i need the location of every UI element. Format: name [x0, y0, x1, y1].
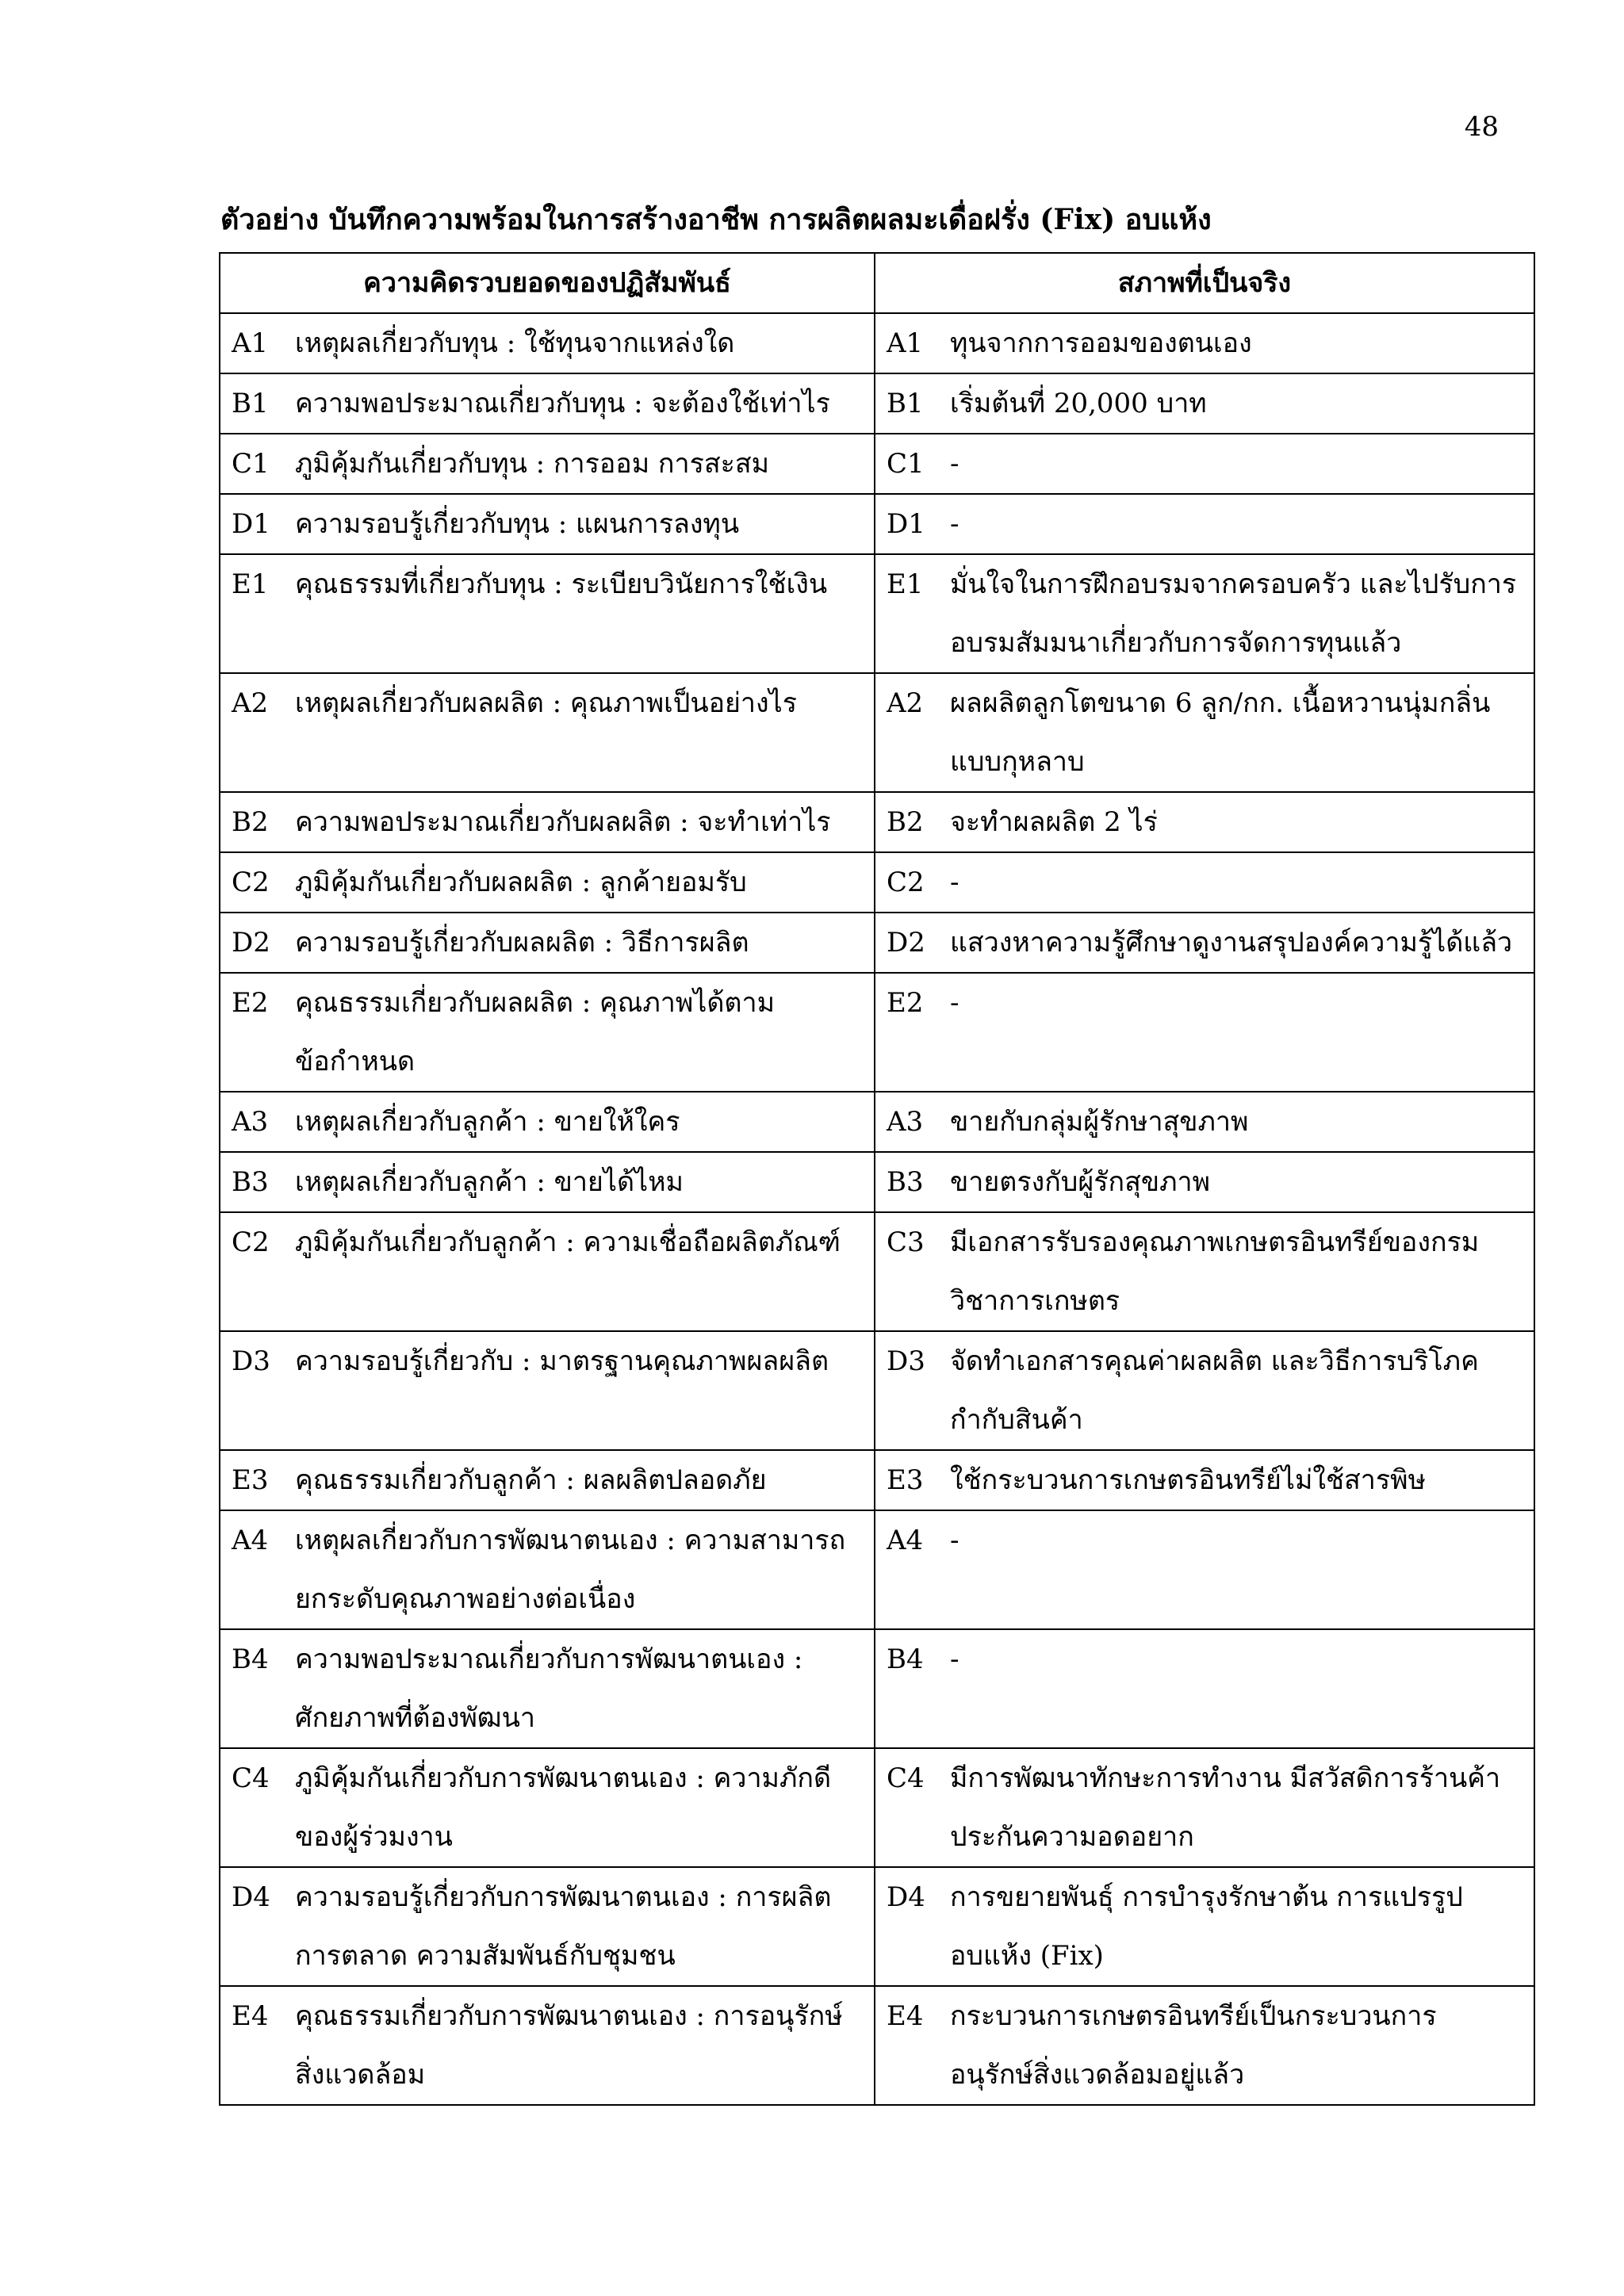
right-item-text: -: [950, 867, 959, 898]
left-item-text: คุณธรรมที่เกี่ยวกับทุน : ระเบียบวินัยการใช้เงิน: [295, 568, 828, 600]
left-item-text: ภูมิคุ้มกันเกี่ยวกับผลผลิต : ลูกค้ายอมรับ: [295, 867, 747, 898]
left-item-code: D3: [232, 1345, 270, 1377]
actual-condition-cell: [875, 852, 1534, 913]
table-row: [220, 1986, 1534, 2105]
left-item-code: E3: [232, 1464, 269, 1496]
right-item-text: ขายกับกลุ่มผู้รักษาสุขภาพ: [950, 1106, 1249, 1138]
header-concept: ความคิดรวบยอดของปฏิสัมพันธ์: [220, 253, 875, 313]
right-item-text: -: [950, 1525, 959, 1556]
left-item-code: A2: [232, 687, 269, 719]
concept-cell: [220, 852, 875, 913]
right-item-code: A2: [887, 687, 924, 719]
table-row: [220, 1748, 1534, 1867]
concept-cell: [220, 1986, 875, 2105]
concept-cell: [220, 1152, 875, 1212]
right-item-code: C2: [887, 867, 925, 898]
actual-condition-cell: [875, 1986, 1534, 2105]
table-body: [220, 313, 1534, 2105]
right-item-text: จะทำผลผลิต 2 ไร่: [950, 806, 1158, 838]
actual-condition-cell: [875, 434, 1534, 494]
right-item-code: B1: [887, 388, 924, 419]
left-item-text: ภูมิคุ้มกันเกี่ยวกับการพัฒนาตนเอง : ความภักดี ของผู้ร่วมงาน: [295, 1762, 832, 1853]
concept-cell: [220, 373, 875, 434]
page-number: 48: [1464, 111, 1499, 143]
right-item-text: ใช้กระบวนการเกษตรอินทรีย์ไม่ใช้สารพิษ: [950, 1464, 1426, 1496]
table-row: [220, 1867, 1534, 1986]
right-item-code: D1: [887, 508, 925, 540]
left-item-code: A4: [232, 1525, 269, 1556]
actual-condition-cell: [875, 1212, 1534, 1331]
concept-cell: [220, 494, 875, 554]
concept-cell: [220, 1450, 875, 1510]
right-item-code: D3: [887, 1345, 925, 1377]
table-header-row: [220, 253, 1534, 313]
actual-condition-cell: [875, 1510, 1534, 1629]
table-row: [220, 1629, 1534, 1748]
actual-condition-cell: [875, 913, 1534, 973]
table-row: [220, 1212, 1534, 1331]
left-item-code: A1: [232, 327, 269, 359]
left-item-text: เหตุผลเกี่ยวกับลูกค้า : ขายให้ใคร: [295, 1106, 680, 1138]
right-item-code: A4: [887, 1525, 924, 1556]
right-item-text: มั่นใจในการฝึกอบรมจากครอบครัว และไปรับการ อบรมสัมมนาเกี่ยวกับการจัดการทุนแล้ว: [950, 568, 1517, 659]
right-item-text: -: [950, 448, 959, 480]
concept-cell: [220, 554, 875, 673]
right-item-code: B3: [887, 1166, 924, 1198]
table-row: [220, 434, 1534, 494]
actual-condition-cell: [875, 1867, 1534, 1986]
actual-condition-cell: [875, 313, 1534, 373]
right-item-code: E4: [887, 2000, 924, 2032]
table-row: [220, 913, 1534, 973]
left-item-text: ความพอประมาณเกี่ยวกับผลผลิต : จะทำเท่าไร: [295, 806, 831, 838]
left-item-text: ความรอบรู้เกี่ยวกับผลผลิต : วิธีการผลิต: [295, 927, 749, 959]
left-item-code: E4: [232, 2000, 269, 2032]
left-item-text: ภูมิคุ้มกันเกี่ยวกับลูกค้า : ความเชื่อถือผลิตภัณฑ์: [295, 1226, 841, 1258]
left-item-code: E1: [232, 568, 269, 600]
left-item-text: เหตุผลเกี่ยวกับผลผลิต : คุณภาพเป็นอย่างไร: [295, 687, 797, 719]
right-item-code: E1: [887, 568, 924, 600]
right-item-code: B4: [887, 1644, 924, 1675]
header-actual-condition: สภาพที่เป็นจริง: [875, 253, 1534, 313]
actual-condition-cell: [875, 1450, 1534, 1510]
left-item-text: ความพอประมาณเกี่ยวกับทุน : จะต้องใช้เท่าไร: [295, 388, 830, 419]
table-caption: ตัวอย่าง บันทึกความพร้อมในการสร้างอาชีพ การผลิตผลมะเดื่อฝรั่ง (Fix) อบแห้ง: [220, 203, 1212, 236]
right-item-code: D2: [887, 927, 925, 959]
concept-cell: [220, 792, 875, 852]
right-item-text: จัดทำเอกสารคุณค่าผลผลิต และวิธีการบริโภค กำกับสินค้า: [950, 1345, 1479, 1436]
right-item-code: A1: [887, 327, 924, 359]
right-item-code: C4: [887, 1762, 925, 1794]
table-row: [220, 494, 1534, 554]
right-item-code: C3: [887, 1226, 925, 1258]
concept-cell: [220, 973, 875, 1092]
actual-condition-cell: [875, 1092, 1534, 1152]
right-item-text: ทุนจากการออมของตนเอง: [950, 327, 1252, 359]
right-item-text: ขายตรงกับผู้รักสุขภาพ: [950, 1166, 1211, 1198]
left-item-code: C2: [232, 1226, 270, 1258]
right-item-text: กระบวนการเกษตรอินทรีย์เป็นกระบวนการ อนุรักษ์สิ่งแวดล้อมอยู่แล้ว: [950, 2000, 1437, 2091]
actual-condition-cell: [875, 1748, 1534, 1867]
left-item-code: B3: [232, 1166, 269, 1198]
left-item-text: ความพอประมาณเกี่ยวกับการพัฒนาตนเอง : ศักยภาพที่ต้องพัฒนา: [295, 1644, 803, 1734]
actual-condition-cell: [875, 1152, 1534, 1212]
actual-condition-cell: [875, 792, 1534, 852]
right-item-text: -: [950, 508, 959, 540]
concept-cell: [220, 1510, 875, 1629]
actual-condition-cell: [875, 373, 1534, 434]
concept-cell: [220, 1092, 875, 1152]
left-item-code: B2: [232, 806, 269, 838]
actual-condition-cell: [875, 1331, 1534, 1450]
table-row: [220, 792, 1534, 852]
left-item-text: เหตุผลเกี่ยวกับลูกค้า : ขายได้ไหม: [295, 1166, 684, 1198]
concept-cell: [220, 1331, 875, 1450]
actual-condition-cell: [875, 1629, 1534, 1748]
left-item-code: B1: [232, 388, 269, 419]
right-item-text: มีเอกสารรับรองคุณภาพเกษตรอินทรีย์ของกรม วิชาการเกษตร: [950, 1226, 1480, 1317]
actual-condition-cell: [875, 973, 1534, 1092]
table-row: [220, 554, 1534, 673]
left-item-code: A3: [232, 1106, 269, 1138]
right-item-code: E3: [887, 1464, 924, 1496]
left-item-code: E2: [232, 987, 269, 1019]
actual-condition-cell: [875, 554, 1534, 673]
table-row: [220, 313, 1534, 373]
right-item-code: B2: [887, 806, 924, 838]
actual-condition-cell: [875, 673, 1534, 792]
right-item-code: A3: [887, 1106, 924, 1138]
left-item-code: D2: [232, 927, 270, 959]
table-row: [220, 673, 1534, 792]
left-item-code: C1: [232, 448, 270, 480]
right-item-code: D4: [887, 1881, 925, 1913]
right-item-text: แสวงหาความรู้ศึกษาดูงานสรุปองค์ความรู้ได้แล้ว: [950, 927, 1513, 959]
left-item-text: คุณธรรมเกี่ยวกับลูกค้า : ผลผลิตปลอดภัย: [295, 1464, 767, 1496]
table-row: [220, 1450, 1534, 1510]
readiness-table: [219, 252, 1535, 2106]
left-item-text: คุณธรรมเกี่ยวกับการพัฒนาตนเอง : การอนุรักษ์ สิ่งแวดล้อม: [295, 2000, 843, 2091]
left-item-code: D4: [232, 1881, 270, 1913]
right-item-code: E2: [887, 987, 924, 1019]
concept-cell: [220, 1629, 875, 1748]
concept-cell: [220, 913, 875, 973]
concept-cell: [220, 1867, 875, 1986]
left-item-code: D1: [232, 508, 270, 540]
concept-cell: [220, 673, 875, 792]
table-row: [220, 1152, 1534, 1212]
left-item-text: ความรอบรู้เกี่ยวกับ : มาตรฐานคุณภาพผลผลิต: [295, 1345, 829, 1377]
left-item-text: ความรอบรู้เกี่ยวกับทุน : แผนการลงทุน: [295, 508, 740, 540]
table-row: [220, 973, 1534, 1092]
right-item-text: เริ่มต้นที่ 20,000 บาท: [950, 388, 1207, 419]
left-item-text: เหตุผลเกี่ยวกับการพัฒนาตนเอง : ความสามารถ ยกระดับคุณภาพอย่างต่อเนื่อง: [295, 1525, 846, 1615]
right-item-text: การขยายพันธุ์ การบำรุงรักษาต้น การแปรรูป อบแห้ง (Fix): [950, 1881, 1463, 1972]
right-item-text: มีการพัฒนาทักษะการทำงาน มีสวัสดิการร้านค้า ประกันความอดอยาก: [950, 1762, 1501, 1853]
concept-cell: [220, 1212, 875, 1331]
table-row: [220, 852, 1534, 913]
right-item-text: ผลผลิตลูกโตขนาด 6 ลูก/กก. เนื้อหวานนุ่มกลิ่น แบบกุหลาบ: [950, 687, 1491, 778]
actual-condition-cell: [875, 494, 1534, 554]
table-row: [220, 1510, 1534, 1629]
left-item-text: คุณธรรมเกี่ยวกับผลผลิต : คุณภาพได้ตาม ข้อกำหนด: [295, 987, 775, 1077]
concept-cell: [220, 313, 875, 373]
table-row: [220, 373, 1534, 434]
right-item-text: -: [950, 1644, 959, 1675]
left-item-code: C2: [232, 867, 270, 898]
table-row: [220, 1092, 1534, 1152]
left-item-text: ความรอบรู้เกี่ยวกับการพัฒนาตนเอง : การผลิต การตลาด ความสัมพันธ์กับชุมชน: [295, 1881, 832, 1972]
table-row: [220, 1331, 1534, 1450]
right-item-code: C1: [887, 448, 925, 480]
left-item-code: B4: [232, 1644, 269, 1675]
right-item-text: -: [950, 987, 959, 1019]
concept-cell: [220, 434, 875, 494]
left-item-text: ภูมิคุ้มกันเกี่ยวกับทุน : การออม การสะสม: [295, 448, 770, 480]
concept-cell: [220, 1748, 875, 1867]
left-item-code: C4: [232, 1762, 270, 1794]
left-item-text: เหตุผลเกี่ยวกับทุน : ใช้ทุนจากแหล่งใด: [295, 327, 735, 359]
